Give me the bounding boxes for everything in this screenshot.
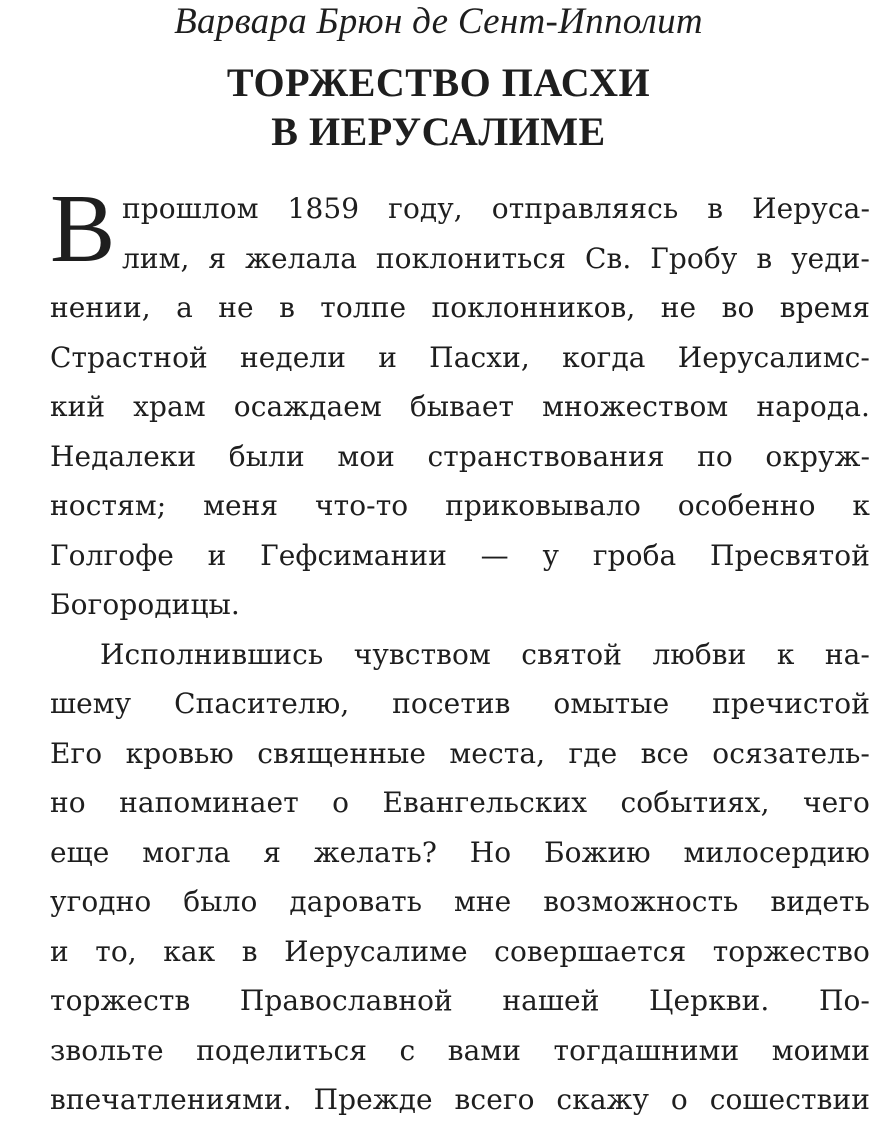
- text-line: угодно было даровать мне возможность видеть: [50, 885, 870, 918]
- text-line: еще могла я желать? Но Божию милосердию: [50, 835, 870, 869]
- text-line: Богородицы.: [50, 588, 240, 621]
- text-line: кий храм осаждаем бывает множеством народа.: [50, 390, 870, 423]
- text-line: Страстной недели и Пасхи, когда Иерусалимс-: [50, 340, 870, 374]
- text-line: прошлом 1859 году, отправляясь в Иеруса-: [122, 192, 870, 225]
- drop-cap: В: [50, 175, 116, 283]
- text-line: нении, а не в толпе поклонников, не во время: [50, 291, 870, 324]
- text-line: но напоминает о Евангельских событиях, чего: [50, 786, 870, 819]
- article-body: [50, 175, 870, 1125]
- author-name: Варвара Брюн де Сент-Ипполит: [174, 1, 703, 42]
- text-line: Исполнившись чувством святой любви к на-: [100, 637, 870, 671]
- paragraph-2: [50, 630, 870, 1125]
- text-line: шему Спасителю, посетив омытые пречистой: [50, 687, 870, 720]
- text-line: звольте поделиться с вами тогдашними моими: [50, 1033, 870, 1067]
- article-title: [0, 58, 877, 156]
- title-line-1: ТОРЖЕСТВО ПАСХИ: [226, 60, 651, 105]
- text-line: Его кровью священные места, где все осязатель-: [50, 736, 870, 770]
- text-line: лим, я желала поклониться Св. Гробу в уеди-: [122, 241, 870, 275]
- text-line: Голгофе и Гефсимании — у гроба Пресвятой: [50, 538, 870, 572]
- text-line: и то, как в Иерусалиме совершается торжество: [50, 934, 870, 968]
- text-line: ностям; меня что-то приковывало особенно к: [50, 489, 870, 522]
- paragraph-1: [50, 175, 870, 630]
- text-line: Недалеки были мои странствования по окруж-: [50, 439, 870, 473]
- text-line: впечатлениями. Прежде всего скажу о сошествии: [50, 1083, 870, 1116]
- title-line-2: В ИЕРУСАЛИМЕ: [271, 109, 606, 154]
- text-line: торжеств Православной нашей Церкви. По-: [50, 984, 870, 1017]
